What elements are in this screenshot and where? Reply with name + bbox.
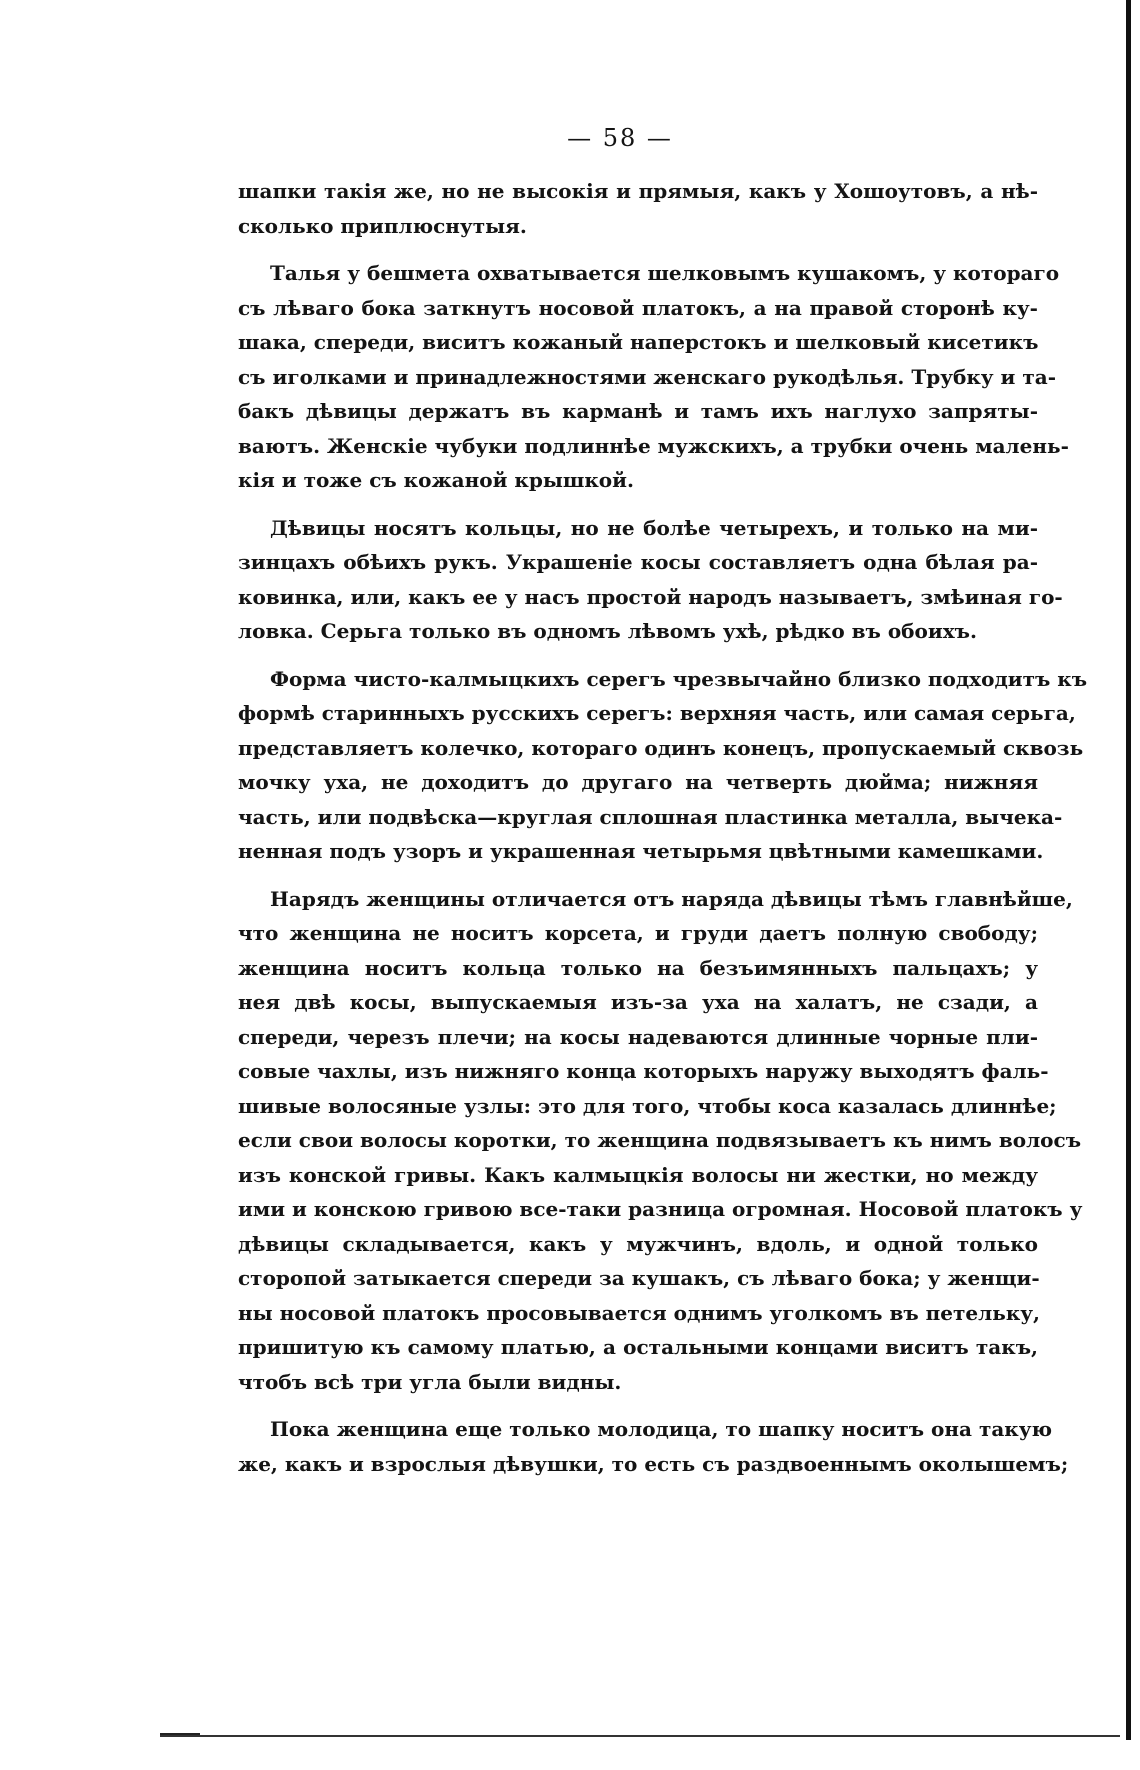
text-line: же, какъ и взрослыя дѣвушки, то есть съ раздвоеннымъ околышемъ; [238, 1451, 1069, 1476]
paragraph [238, 174, 1038, 243]
text-line: спереди, черезъ плечи; на косы надеваются длинные чорные пли- [238, 1024, 1038, 1049]
paragraph [238, 882, 1083, 1400]
text-line: Нарядъ женщины отличается отъ наряда дѣвицы тѣмъ главнѣйше, [270, 886, 1073, 911]
page-edge-rule [1126, 0, 1131, 1740]
text-line: мочку уха, не доходитъ до другаго на четверть дюйма; нижняя [238, 770, 1038, 794]
text-line: кія и тоже съ кожаной крышкой. [238, 468, 634, 492]
text-line: зинцахъ обѣихъ рукъ. Украшеніе косы составляетъ одна бѣлая ра- [238, 550, 1038, 574]
paragraph [238, 662, 1088, 869]
text-line: ловка. Серьга только въ одномъ лѣвомъ ухѣ, рѣдко въ обоихъ. [238, 619, 977, 643]
text-line: представляетъ колечко, котораго одинъ конецъ, пропускаемый сквозь [238, 735, 1084, 760]
text-line: пришитую къ самому платью, а остальными концами виситъ такъ, [238, 1335, 1038, 1359]
paragraph [238, 511, 1063, 649]
text-line: ны носовой платокъ просовывается однимъ уголкомъ въ петельку, [238, 1300, 1041, 1325]
text-line: ими и конскою гривою все-таки разница огромная. Носовой платокъ у [238, 1197, 1083, 1221]
text-line: если свои волосы коротки, то женщина подвязываетъ къ нимъ волосъ [238, 1128, 1082, 1152]
page-number: — 58 — [567, 124, 673, 152]
text-line: Пока женщина еще только молодица, то шапку носитъ она такую [270, 1417, 1053, 1441]
text-line: съ иголками и принадлежностями женскаго рукодѣлья. Трубку и та- [238, 364, 1056, 389]
paragraph [238, 1412, 1069, 1481]
text-line: ненная подъ узоръ и украшенная четырьмя цвѣтными камешками. [238, 839, 1044, 863]
text-line: ковинка, или, какъ ее у насъ простой народъ называетъ, змѣиная го- [238, 584, 1063, 609]
text-line: женщина носитъ кольца только на безъимянныхъ пальцахъ; у [238, 955, 1038, 980]
text-line: съ лѣваго бока заткнутъ носовой платокъ, а на правой сторонѣ ку- [238, 295, 1038, 320]
text-line: сторопой затыкается спереди за кушакъ, съ лѣваго бока; у женщи- [238, 1266, 1040, 1290]
paragraph [238, 256, 1069, 498]
text-line: формѣ старинныхъ русскихъ серегъ: верхняя часть, или самая серьга, [238, 701, 1076, 725]
bottom-rule [160, 1735, 1120, 1737]
text-line: совые чахлы, изъ нижняго конца которыхъ наружу выходятъ фаль- [238, 1059, 1049, 1083]
text-line: Дѣвицы носятъ кольцы, но не болѣе четырехъ, и только на ми- [270, 515, 1038, 540]
text-line: шивые волосяные узлы: это для того, чтобы коса казалась длиннѣе; [238, 1093, 1057, 1118]
text-line: Талья у бешмета охватывается шелковымъ кушакомъ, у котораго [270, 261, 1060, 285]
text-line: шапки такія же, но не высокія и прямыя, какъ у Хошоутовъ, а нѣ- [238, 179, 1038, 203]
text-line: бакъ дѣвицы держатъ въ карманѣ и тамъ ихъ наглухо запряты- [238, 399, 1038, 423]
text-line: что женщина не носитъ корсета, и груди даетъ полную свободу; [238, 921, 1038, 945]
text-line: нея двѣ косы, выпускаемыя изъ-за уха на халатъ, не сзади, а [238, 990, 1038, 1014]
text-line: чтобъ всѣ три угла были видны. [238, 1369, 622, 1394]
text-line: дѣвицы складывается, какъ у мужчинъ, вдоль, и одной только [238, 1231, 1038, 1256]
text-line: шака, спереди, виситъ кожаный наперстокъ и шелковый кисетикъ [238, 330, 1039, 354]
text-line: ваютъ. Женскіе чубуки подлиннѣе мужскихъ, а трубки очень малень- [238, 433, 1069, 458]
body-text [238, 174, 1088, 1481]
text-line: Форма чисто-калмыцкихъ серегъ чрезвычайно близко подходитъ къ [270, 666, 1088, 691]
text-line: часть, или подвѣска—круглая сплошная пластинка металла, вычека- [238, 804, 1063, 829]
text-line: изъ конской гривы. Какъ калмыцкія волосы ни жестки, но между [238, 1162, 1038, 1187]
text-line: сколько приплюснутыя. [238, 213, 527, 238]
